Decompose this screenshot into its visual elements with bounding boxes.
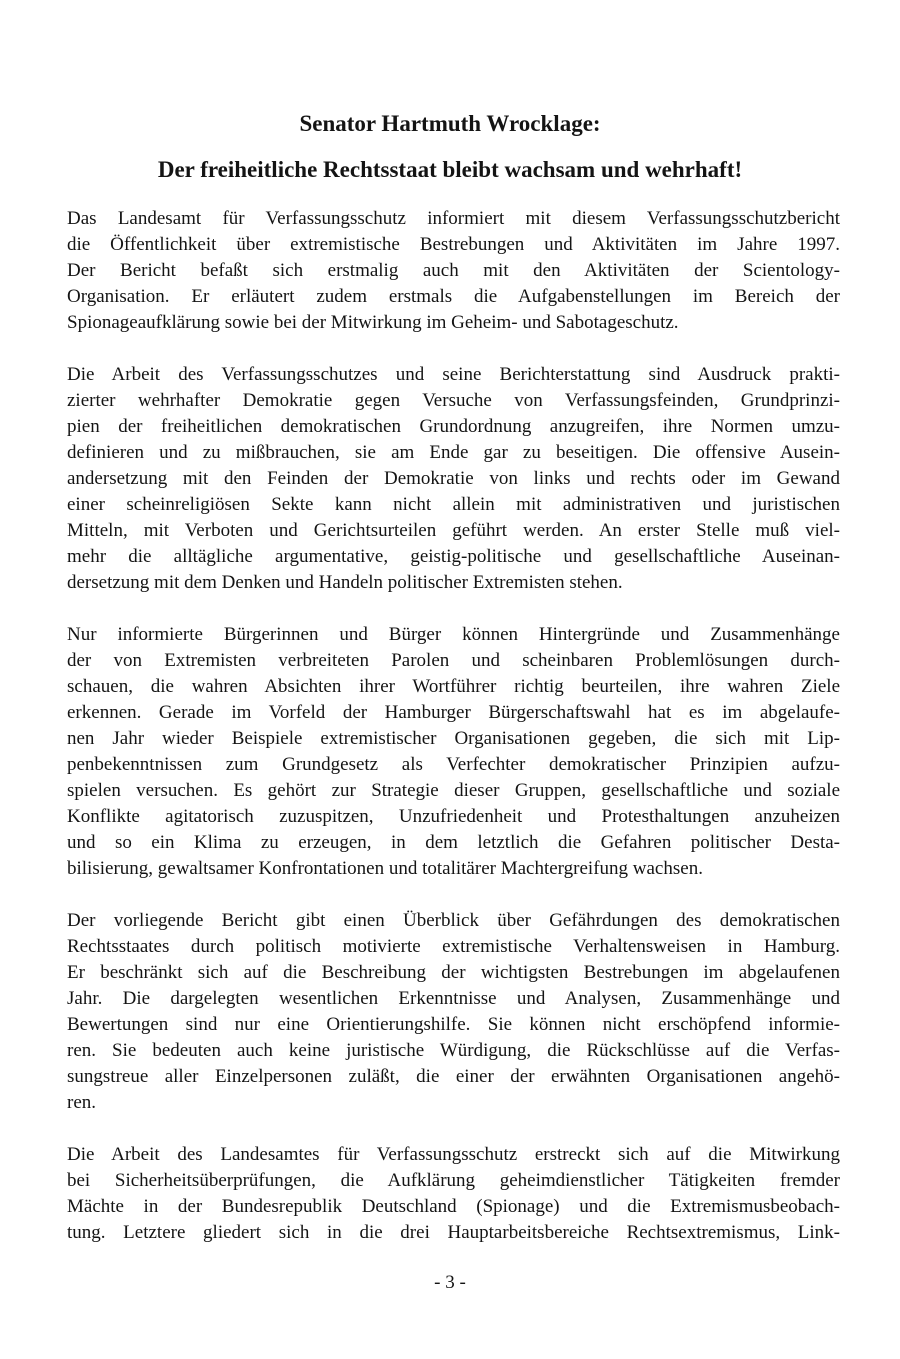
text-line: Konflikte agitatorisch zuzuspitzen, Unzufriedenheit und Protesthaltungen anzuheizen — [67, 806, 840, 827]
text-line: tung. Letztere gliedert sich in die drei Hauptarbeitsbereiche Rechtsextremismus, Link- — [67, 1222, 840, 1243]
text-line: spielen versuchen. Es gehört zur Strategie dieser Gruppen, gesellschaftliche und soziale — [67, 780, 840, 801]
paragraph — [67, 206, 840, 336]
text-line: Nur informierte Bürgerinnen und Bürger können Hintergründe und Zusammenhänge — [67, 624, 840, 645]
text-line: Spionageaufklärung sowie bei der Mitwirkung im Geheim- und Sabotageschutz. — [67, 312, 679, 333]
text-line: definieren und zu mißbrauchen, sie am Ende gar zu beseitigen. Die offensive Ausein- — [67, 442, 840, 463]
paragraph — [67, 622, 840, 882]
page-number: - 3 - — [434, 1272, 466, 1293]
paragraph — [67, 1142, 840, 1246]
text-line: penbekenntnissen zum Grundgesetz als Verfechter demokratischer Prinzipien aufzu- — [67, 754, 840, 775]
text-line: der von Extremisten verbreiteten Parolen und scheinbaren Problemlösungen durch- — [67, 650, 840, 671]
text-line: nen Jahr wieder Beispiele extremistischer Organisationen gegeben, die sich mit Lip- — [67, 728, 840, 749]
text-line: Das Landesamt für Verfassungsschutz informiert mit diesem Verfassungsschutzbericht — [67, 208, 840, 229]
text-line: zierter wehrhafter Demokratie gegen Versuche von Verfassungsfeinden, Grundprinzi- — [67, 390, 840, 411]
text-line: sungstreue aller Einzelpersonen zuläßt, die einer der erwähnten Organisationen angehö- — [67, 1066, 840, 1087]
text-line: Mitteln, mit Verboten und Gerichtsurteilen geführt werden. An erster Stelle muß viel- — [67, 520, 840, 541]
text-line: und so ein Klima zu erzeugen, in dem letztlich die Gefahren politischer Desta- — [67, 832, 840, 853]
text-line: Mächte in der Bundesrepublik Deutschland (Spionage) und die Extremismusbeobach- — [67, 1196, 840, 1217]
text-line: erkennen. Gerade im Vorfeld der Hamburger Bürgerschaftswahl hat es im abgelaufe- — [67, 702, 840, 723]
text-line: ren. Sie bedeuten auch keine juristische Würdigung, die Rückschlüsse auf die Verfas- — [67, 1040, 840, 1061]
text-line: Er beschränkt sich auf die Beschreibung der wichtigsten Bestrebungen im abgelaufenen — [67, 962, 840, 983]
text-line: Die Arbeit des Verfassungsschutzes und seine Berichterstattung sind Ausdruck prakti- — [67, 364, 840, 385]
text-line: dersetzung mit dem Denken und Handeln politischer Extremisten stehen. — [67, 572, 623, 593]
page-subtitle: Der freiheitliche Rechtsstaat bleibt wachsam und wehrhaft! — [157, 157, 743, 182]
page-title: Senator Hartmuth Wrocklage: — [299, 111, 601, 136]
text-line: bei Sicherheitsüberprüfungen, die Aufklärung geheimdienstlicher Tätigkeiten fremder — [67, 1170, 840, 1191]
text-line: Der Bericht befaßt sich erstmalig auch mit den Aktivitäten der Scientology- — [67, 260, 840, 281]
text-line: Bewertungen sind nur eine Orientierungshilfe. Sie können nicht erschöpfend informie- — [67, 1014, 840, 1035]
text-line: bilisierung, gewaltsamer Konfrontationen und totalitärer Machtergreifung wachsen. — [67, 858, 703, 879]
text-line: pien der freiheitlichen demokratischen Grundordnung anzugreifen, ihre Normen umzu- — [67, 416, 840, 437]
paragraph — [67, 908, 840, 1116]
text-line: Der vorliegende Bericht gibt einen Überblick über Gefährdungen des demokratischen — [67, 910, 840, 931]
text-line: andersetzung mit den Feinden der Demokratie von links und rechts oder im Gewand — [67, 468, 840, 489]
text-line: Die Arbeit des Landesamtes für Verfassungsschutz erstreckt sich auf die Mitwirkung — [67, 1144, 840, 1165]
text-line: die Öffentlichkeit über extremistische Bestrebungen und Aktivitäten im Jahre 1997. — [67, 234, 840, 255]
body-text — [67, 206, 840, 1272]
text-line: Rechtsstaates durch politisch motivierte extremistische Verhaltensweisen in Hamburg. — [67, 936, 840, 957]
text-line: Jahr. Die dargelegten wesentlichen Erkenntnisse und Analysen, Zusammenhänge und — [67, 988, 840, 1009]
text-line: schauen, die wahren Absichten ihrer Wortführer richtig beurteilen, ihre wahren Ziele — [67, 676, 840, 697]
text-line: einer scheinreligiösen Sekte kann nicht allein mit administrativen und juristischen — [67, 494, 840, 515]
paragraph — [67, 362, 840, 596]
text-line: Organisation. Er erläutert zudem erstmals die Aufgabenstellungen im Bereich der — [67, 286, 840, 307]
text-line: mehr die alltägliche argumentative, geistig-politische und gesellschaftliche Auseinan- — [67, 546, 840, 567]
text-line: ren. — [67, 1092, 97, 1113]
